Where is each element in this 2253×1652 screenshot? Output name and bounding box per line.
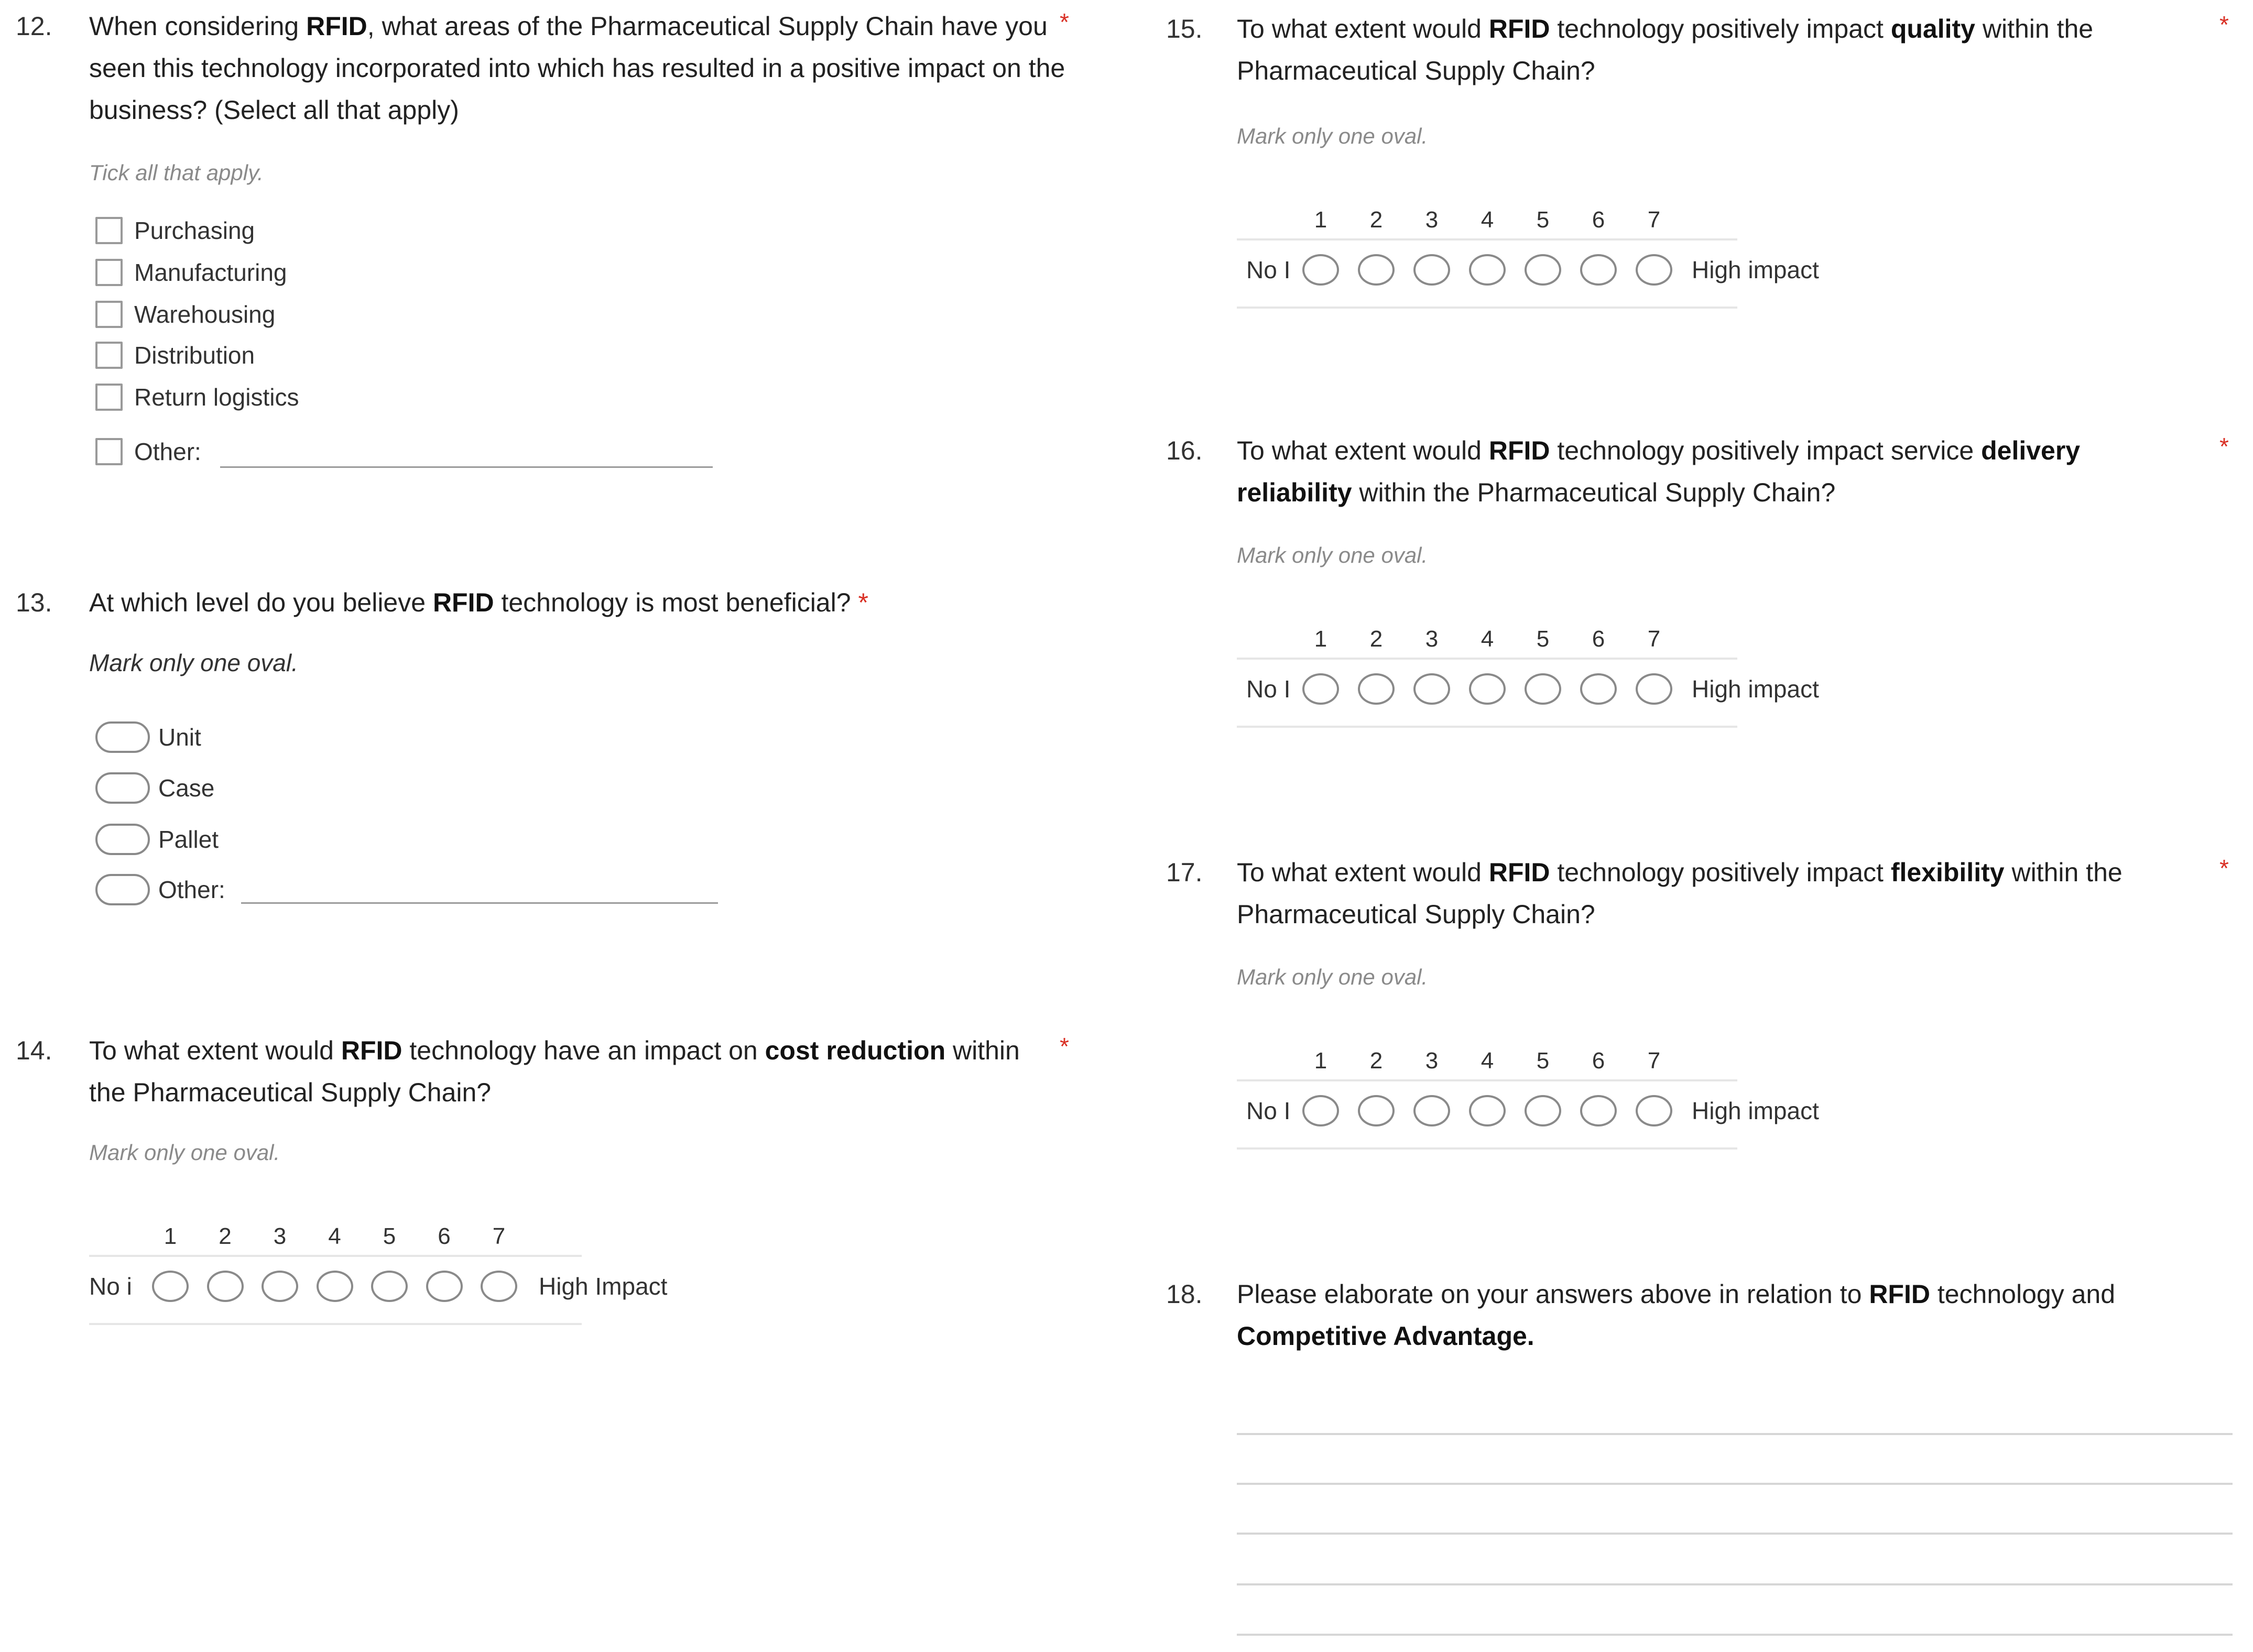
scale-radio-2[interactable] [1358,673,1395,705]
linear-scale [1237,202,1918,322]
scale-radio-4[interactable] [1469,673,1506,705]
scale-radio-7[interactable] [1636,254,1672,286]
instruction: Mark only one oval. [1237,543,1428,567]
scale-radio-1[interactable] [1302,673,1339,705]
answer-line[interactable] [1237,1634,2233,1636]
scale-low-label: No I [1246,675,1291,703]
scale-number: 5 [1536,207,1550,233]
hline-bottom [89,1323,582,1325]
scale-number: 7 [1647,207,1661,233]
question-text: At which level do you believe RFID technology is most beneficial? * [89,588,868,617]
scale-number: 5 [383,1223,396,1249]
scale-low-label: No i [89,1273,132,1300]
instruction: Mark only one oval. [1237,124,1428,148]
scale-high-label: High impact [1692,675,1819,703]
checkbox-manufacturing[interactable] [95,256,287,289]
question-number: 14. [16,1036,52,1065]
hline-bottom [1237,307,1737,309]
scale-radio-2[interactable] [1358,1095,1395,1126]
option-label: Manufacturing [134,259,287,286]
checkbox-box[interactable] [95,259,123,286]
question-15 [1166,8,2240,322]
scale-number: 7 [1647,626,1661,652]
radio-other[interactable] [95,873,225,906]
hline-top [1237,658,1737,660]
option-label: Distribution [134,342,255,369]
required-asterisk: * [1060,8,1069,36]
scale-number: 4 [1481,207,1494,233]
scale-radio-3[interactable] [262,1271,298,1302]
radio-oval[interactable] [95,721,150,753]
scale-number: 1 [1314,626,1327,652]
scale-radio-6[interactable] [426,1271,463,1302]
checkbox-distribution[interactable] [95,338,255,372]
instruction: Mark only one oval. [89,649,298,676]
radio-oval[interactable] [95,772,150,804]
scale-radio-5[interactable] [1525,254,1561,286]
scale-radio-3[interactable] [1413,254,1450,286]
hline-top [1237,1079,1737,1081]
question-number: 13. [16,588,52,617]
scale-radio-1[interactable] [1302,254,1339,286]
scale-radio-4[interactable] [317,1271,353,1302]
scale-radio-5[interactable] [1525,1095,1561,1126]
radio-unit[interactable] [95,720,201,754]
instruction: Mark only one oval. [89,1140,280,1165]
checkbox-box[interactable] [95,342,123,369]
scale-low-label: No I [1246,1097,1291,1124]
hline-bottom [1237,726,1737,728]
scale-number: 3 [1425,207,1439,233]
scale-number: 6 [1592,207,1605,233]
scale-radio-6[interactable] [1580,1095,1617,1126]
question-text: When considering RFID, what areas of the Pharmaceutical Supply Chain have you seen this technology incorporated into which has resulted in a positive impact on the business? (Select all that apply) [89,12,1065,125]
required-asterisk: * [2219,855,2229,882]
option-label: Return logistics [134,384,299,411]
question-17 [1166,851,2240,1166]
instruction: Tick all that apply. [89,160,264,185]
hline-bottom [1237,1147,1737,1150]
scale-radio-7[interactable] [481,1271,517,1302]
question-number: 18. [1166,1279,1203,1309]
scale-number: 6 [1592,1048,1605,1074]
scale-number: 4 [1481,626,1494,652]
scale-number: 3 [1425,626,1439,652]
scale-radio-6[interactable] [1580,254,1617,286]
answer-line[interactable] [1237,1433,2233,1435]
question-text: To what extent would RFID technology positively impact quality within the Pharmaceutical Supply Chain? [1237,14,2094,85]
scale-number: 1 [1314,1048,1327,1074]
checkbox-purchasing[interactable] [95,214,255,247]
required-asterisk: * [2219,11,2229,38]
radio-case[interactable] [95,771,214,805]
question-text: Please elaborate on your answers above in relation to RFID technology and Competitive Advantage. [1237,1279,2116,1351]
question-text: To what extent would RFID technology have an impact on cost reduction within the Pharmaceutical Supply Chain? [89,1036,1020,1107]
scale-high-label: High impact [1692,256,1819,283]
scale-number: 5 [1536,1048,1550,1074]
checkbox-box[interactable] [95,217,123,244]
question-number: 12. [16,12,52,41]
question-number: 17. [1166,858,1203,887]
question-number: 16. [1166,436,1203,465]
option-label: Unit [158,724,201,751]
checkbox-box[interactable] [95,384,123,411]
option-label: Other: [134,438,201,465]
scale-radio-6[interactable] [1580,673,1617,705]
option-label: Purchasing [134,217,255,244]
checkbox-return-logistics[interactable] [95,380,299,414]
scale-number: 3 [1425,1048,1439,1074]
question-14 [16,1030,1106,1344]
radio-oval[interactable] [95,824,150,855]
option-label: Other: [158,876,225,903]
scale-number: 7 [492,1223,506,1249]
option-label: Pallet [158,826,219,853]
scale-radio-2[interactable] [1358,254,1395,286]
scale-high-label: High impact [1692,1097,1819,1124]
question-13 [16,582,1106,917]
question-18 [1166,1273,2240,1378]
answer-line[interactable] [1237,1483,2233,1485]
scale-radio-2[interactable] [207,1271,244,1302]
answer-line[interactable] [1237,1533,2233,1535]
scale-number: 4 [328,1223,341,1249]
option-label: Case [158,774,215,802]
scale-radio-1[interactable] [1302,1095,1339,1126]
scale-radio-4[interactable] [1469,254,1506,286]
radio-oval[interactable] [95,874,150,905]
scale-low-label: No I [1246,256,1291,283]
linear-scale [1237,621,1918,741]
required-asterisk: * [2219,433,2229,460]
scale-number: 2 [1369,1048,1383,1074]
required-asterisk: * [858,588,868,617]
question-number: 15. [1166,14,1203,43]
hline-top [1237,238,1737,240]
checkbox-box[interactable] [95,438,123,465]
other-text-input[interactable] [220,466,713,468]
question-16 [1166,430,2240,744]
instruction: Mark only one oval. [1237,965,1428,989]
scale-number: 2 [219,1223,232,1249]
scale-radio-3[interactable] [1413,673,1450,705]
scale-number: 3 [273,1223,287,1249]
question-text: To what extent would RFID technology positively impact service delivery reliability within the Pharmaceutical Supply Chain? [1237,436,2081,507]
scale-number: 6 [1592,626,1605,652]
scale-radio-7[interactable] [1636,673,1672,705]
scale-number: 2 [1369,626,1383,652]
scale-radio-3[interactable] [1413,1095,1450,1126]
scale-number: 6 [438,1223,451,1249]
scale-number: 1 [164,1223,177,1249]
checkbox-box[interactable] [95,301,123,328]
scale-number: 4 [1481,1048,1494,1074]
scale-high-label: High Impact [539,1273,668,1300]
scale-number: 1 [1314,207,1327,233]
question-12 [16,5,1106,477]
scale-radio-5[interactable] [1525,673,1561,705]
scale-number: 2 [1369,207,1383,233]
scale-number: 5 [1536,626,1550,652]
option-label: Warehousing [134,301,276,328]
scale-radio-4[interactable] [1469,1095,1506,1126]
scale-number: 7 [1647,1048,1661,1074]
scale-radio-5[interactable] [371,1271,408,1302]
checkbox-other[interactable] [95,435,201,468]
hline-top [89,1255,582,1257]
required-asterisk: * [1060,1033,1069,1060]
answer-line[interactable] [1237,1583,2233,1585]
checkbox-warehousing[interactable] [95,298,275,331]
other-text-input[interactable] [241,902,718,904]
scale-radio-1[interactable] [152,1271,189,1302]
linear-scale [1237,1043,1918,1163]
linear-scale [89,1218,770,1333]
question-text: To what extent would RFID technology positively impact flexibility within the Pharmaceutical Supply Chain? [1237,858,2123,929]
radio-pallet[interactable] [95,823,219,856]
scale-radio-7[interactable] [1636,1095,1672,1126]
